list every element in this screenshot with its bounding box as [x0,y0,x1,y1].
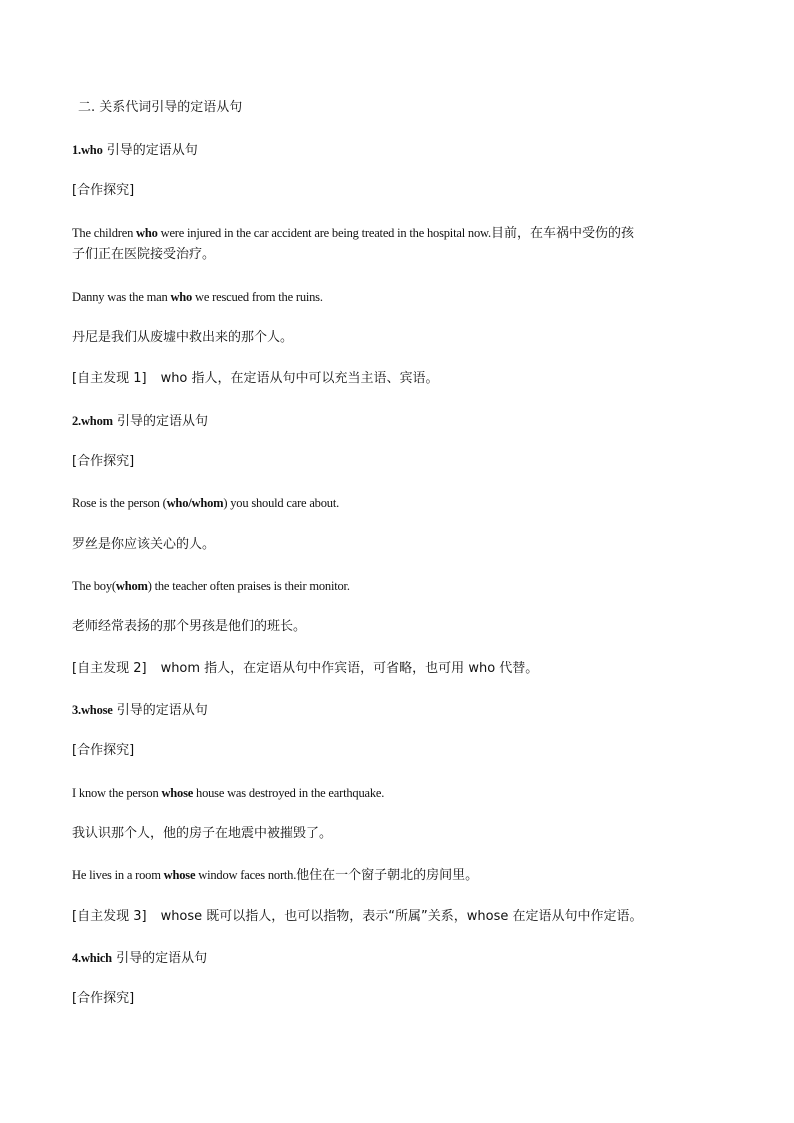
example-sentence [72,492,732,515]
subsection-title-who [72,139,732,162]
subsection-title-text: 引导的定语从句 [111,951,208,966]
cooperative-tag: [合作探究] [72,743,135,758]
keyword: whom [80,414,113,428]
subsection-title-text: 引导的定语从句 [102,143,198,158]
subsection-title-which [72,947,732,970]
example-text: Rose is the person ( [72,496,167,510]
example-sentence [72,286,732,309]
discovery-label: [自主发现 3] [72,909,147,924]
subsection-number: 3. [72,703,81,717]
subsection-number: 1. [72,143,81,157]
translation: 子们正在医院接受治疗。 [72,247,216,262]
section-heading: 二. 关系代词引导的定语从句 [78,100,243,115]
example-text: The children [72,226,137,240]
example-sentence [72,782,732,805]
translation: 目前，在车祸中受伤的孩 [490,226,634,241]
example-text: were injured in the car accident are being treated in the hospital now. [157,226,491,240]
translation: 罗丝是你应该关心的人。 [72,537,216,552]
subsection-number: 2. [72,414,81,428]
translation: 老师经常表扬的那个男孩是他们的班长。 [72,619,307,634]
cooperative-tag: [合作探究] [72,991,135,1006]
subsection-title-whose [72,699,732,722]
example-sentence [72,575,732,598]
keyword: whom [115,579,148,593]
subsection-number: 4. [72,951,81,965]
translation: 丹尼是我们从废墟中救出来的那个人。 [72,330,294,345]
discovery-note [72,368,732,390]
example-text: ) you should care about. [223,496,340,510]
keyword: who/whom [166,496,224,510]
keyword: which [80,951,112,965]
keyword: who [136,226,158,240]
discovery-text: whose 既可以指人，也可以指物，表示“所属”关系，whose 在定语从句中作定语。 [160,909,643,924]
example-text: I know the person [72,786,162,800]
keyword: who [80,143,103,157]
discovery-label: [自主发现 2] [72,661,147,676]
cooperative-tag: [合作探究] [72,454,135,469]
example-text: Danny was the man [72,290,171,304]
translation: 我认识那个人，他的房子在地震中被摧毁了。 [72,826,333,841]
example-text: He lives in a room [72,868,164,882]
example-text: The boy( [72,579,116,593]
example-sentence [72,222,732,245]
keyword: whose [163,868,196,882]
subsection-title-text: 引导的定语从句 [112,703,208,718]
example-text: window faces north. [195,868,297,882]
keyword: whose [161,786,194,800]
keyword: whose [80,703,113,717]
discovery-note [72,906,732,928]
example-text: house was destroyed in the earthquake. [193,786,385,800]
example-text: ) the teacher often praises is their monitor. [147,579,350,593]
example-sentence [72,864,732,887]
discovery-text: who 指人，在定语从句中可以充当主语、宾语。 [160,371,439,386]
discovery-text: whom 指人，在定语从句中作宾语，可省略，也可用 who 代替。 [160,661,539,676]
keyword: who [170,290,193,304]
subsection-title-text: 引导的定语从句 [112,414,208,429]
example-text: we rescued from the ruins. [192,290,323,304]
subsection-title-whom [72,410,732,433]
discovery-note [72,658,732,680]
discovery-label: [自主发现 1] [72,371,147,386]
translation: 他住在一个窗子朝北的房间里。 [296,868,479,883]
cooperative-tag: [合作探究] [72,183,135,198]
